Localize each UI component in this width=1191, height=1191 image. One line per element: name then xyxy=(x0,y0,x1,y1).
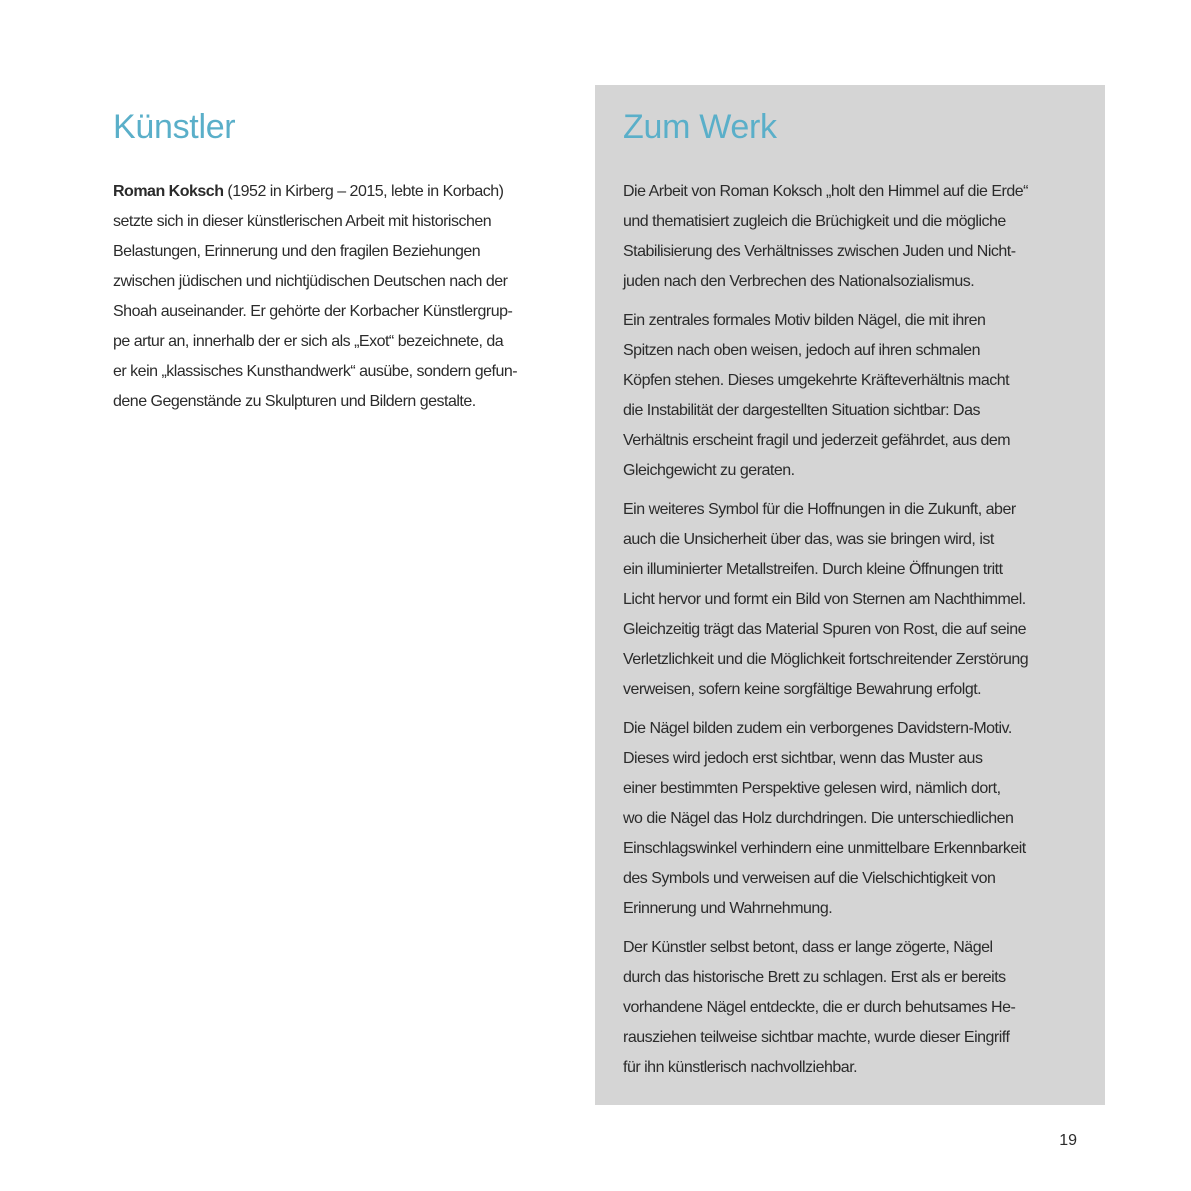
work-line: auch die Unsicherheit über das, was sie bringen wird, ist xyxy=(623,531,994,548)
artist-column xyxy=(113,104,573,417)
work-line: wo die Nägel das Holz durchdringen. Die unterschiedlichen xyxy=(623,810,1014,827)
work-line: verweisen, sofern keine sorgfältige Bewahrung erfolgt. xyxy=(623,681,982,698)
work-line: Erinnerung und Wahrnehmung. xyxy=(623,900,833,917)
work-line: Licht hervor und formt ein Bild von Sternen am Nachthimmel. xyxy=(623,591,1026,608)
artist-line: er kein „klassisches Kunsthandwerk“ ausübe, sondern gefun- xyxy=(113,363,518,380)
work-line: Dieses wird jedoch erst sichtbar, wenn das Muster aus xyxy=(623,750,983,767)
work-line: Der Künstler selbst betont, dass er lange zögerte, Nägel xyxy=(623,939,993,956)
artist-paragraph xyxy=(113,177,573,417)
work-panel xyxy=(595,85,1105,1105)
artist-line: pe artur an, innerhalb der er sich als „Exot“ bezeichnete, da xyxy=(113,333,504,350)
work-line: Einschlagswinkel verhindern eine unmittelbare Erkennbarkeit xyxy=(623,840,1026,857)
artist-name: Roman Koksch xyxy=(113,183,224,200)
artist-heading: Künstler xyxy=(113,108,236,146)
work-line: Spitzen nach oben weisen, jedoch auf ihren schmalen xyxy=(623,342,980,359)
work-line: die Instabilität der dargestellten Situation sichtbar: Das xyxy=(623,402,980,419)
work-line: Die Nägel bilden zudem ein verborgenes Davidstern-Motiv. xyxy=(623,720,1012,737)
artist-line xyxy=(113,177,573,207)
work-line: Ein weiteres Symbol für die Hoffnungen in die Zukunft, aber xyxy=(623,501,1016,518)
work-paragraph xyxy=(623,177,1085,297)
work-line: und thematisiert zugleich die Brüchigkeit und die mögliche xyxy=(623,213,1006,230)
work-line: Gleichzeitig trägt das Material Spuren von Rost, die auf seine xyxy=(623,621,1027,638)
work-line: juden nach den Verbrechen des Nationalsozialismus. xyxy=(623,273,975,290)
artist-line: Belastungen, Erinnerung und den fragilen Beziehungen xyxy=(113,243,481,260)
artist-line: Shoah auseinander. Er gehörte der Korbacher Künstlergrup- xyxy=(113,303,513,320)
work-line: Verletzlichkeit und die Möglichkeit fortschreitender Zerstörung xyxy=(623,651,1029,668)
artist-line: dene Gegenstände zu Skulpturen und Bildern gestalte. xyxy=(113,393,476,410)
work-line: Gleichgewicht zu geraten. xyxy=(623,462,795,479)
artist-line: setzte sich in dieser künstlerischen Arbeit mit historischen xyxy=(113,213,492,230)
work-paragraph xyxy=(623,306,1085,486)
artist-line: zwischen jüdischen und nichtjüdischen Deutschen nach der xyxy=(113,273,508,290)
work-paragraph xyxy=(623,714,1085,924)
work-line: für ihn künstlerisch nachvollziehbar. xyxy=(623,1059,858,1076)
work-line: des Symbols und verweisen auf die Vielschichtigkeit von xyxy=(623,870,996,887)
work-line: durch das historische Brett zu schlagen. Erst als er bereits xyxy=(623,969,1006,986)
work-line: rausziehen teilweise sichtbar machte, wurde dieser Eingriff xyxy=(623,1029,1010,1046)
work-line: Verhältnis erscheint fragil und jederzeit gefährdet, aus dem xyxy=(623,432,1011,449)
work-line: einer bestimmten Perspektive gelesen wird, nämlich dort, xyxy=(623,780,1001,797)
work-line: Die Arbeit von Roman Koksch „holt den Himmel auf die Erde“ xyxy=(623,183,1028,200)
work-paragraph xyxy=(623,495,1085,705)
artist-lifespan: (1952 in Kirberg – 2015, lebte in Korbach) xyxy=(223,183,504,200)
work-heading: Zum Werk xyxy=(623,108,777,146)
work-line: Köpfen stehen. Dieses umgekehrte Kräfteverhältnis macht xyxy=(623,372,1010,389)
work-line: ein illuminierter Metallstreifen. Durch kleine Öffnungen tritt xyxy=(623,561,1003,578)
page-number: 19 xyxy=(1059,1132,1077,1149)
work-line: vorhandene Nägel entdeckte, die er durch behutsames He- xyxy=(623,999,1016,1016)
work-line: Ein zentrales formales Motiv bilden Nägel, die mit ihren xyxy=(623,312,986,329)
work-line: Stabilisierung des Verhältnisses zwischen Juden und Nicht- xyxy=(623,243,1016,260)
work-paragraph xyxy=(623,933,1085,1083)
